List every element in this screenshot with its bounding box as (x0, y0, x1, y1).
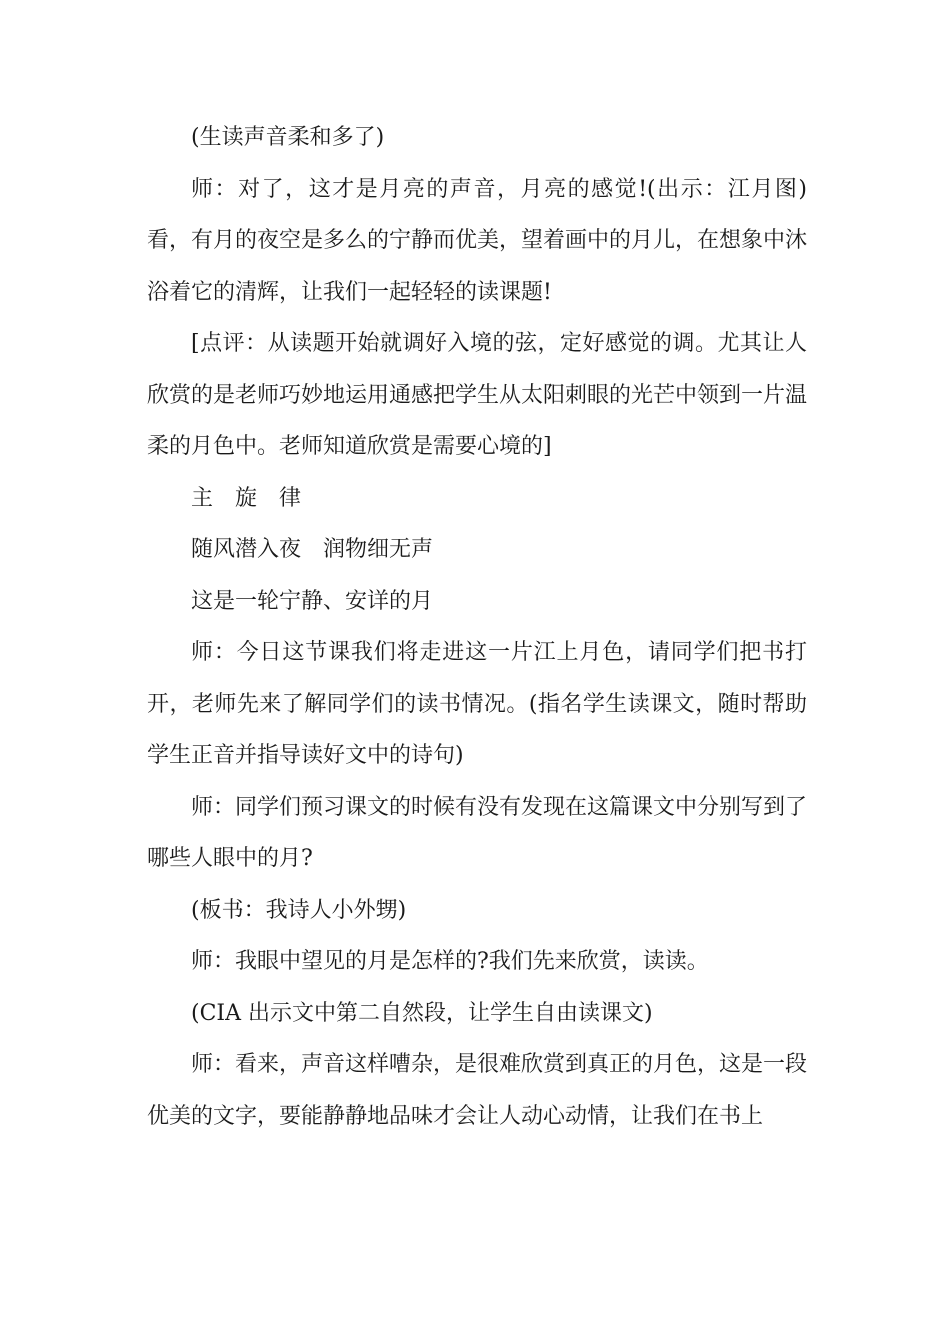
paragraph-student-reading: (生读声音柔和多了) (191, 125, 385, 150)
paragraph-teacher-noise: 师：看来，声音这样嘈杂，是很难欣赏到真正的月色，这是一段优美的文字，要能静静地品味才会让人动心动情，让我们在书上 (147, 1052, 808, 1129)
paragraph-cia-display: (CIA 出示文中第二自然段，让学生自由读课文) (191, 1000, 653, 1026)
section-subheading-calm-moon: 这是一轮宁静、安详的月 (191, 588, 434, 614)
section-subheading-poem-line: 随风潜入夜 润物细无声 (191, 537, 434, 562)
document-page (147, 112, 807, 1142)
paragraph-teacher-moon-picture: 师：对了，这才是月亮的声音，月亮的感觉!(出示：江月图)看，有月的夜空是多么的宁静而优美，望着画中的月儿，在想象中沐浴着它的清辉，让我们一起轻轻的读课题! (147, 176, 808, 305)
paragraph-commentary: [点评：从读题开始就调好入境的弦，定好感觉的调。尤其让人欣赏的是老师巧妙地运用通感把学生从太阳刺眼的光芒中领到一片温柔的月色中。老师知道欣赏是需要心境的] (147, 331, 808, 459)
section-heading-main-melody: 主 旋 律 (191, 485, 302, 511)
paragraph-teacher-question: 师：同学们预习课文的时候有没有发现在这篇课文中分别写到了哪些人眼中的月? (147, 794, 808, 871)
paragraph-teacher-my-moon: 师：我眼中望见的月是怎样的?我们先来欣赏，读读。 (191, 949, 709, 974)
paragraph-board-writing: (板书：我诗人小外甥) (191, 897, 407, 923)
paragraph-teacher-open-books: 师：今日这节课我们将走进这一片江上月色，请同学们把书打开，老师先来了解同学们的读书情况。(指名学生读课文，随时帮助学生正音并指导读好文中的诗句) (147, 640, 807, 768)
